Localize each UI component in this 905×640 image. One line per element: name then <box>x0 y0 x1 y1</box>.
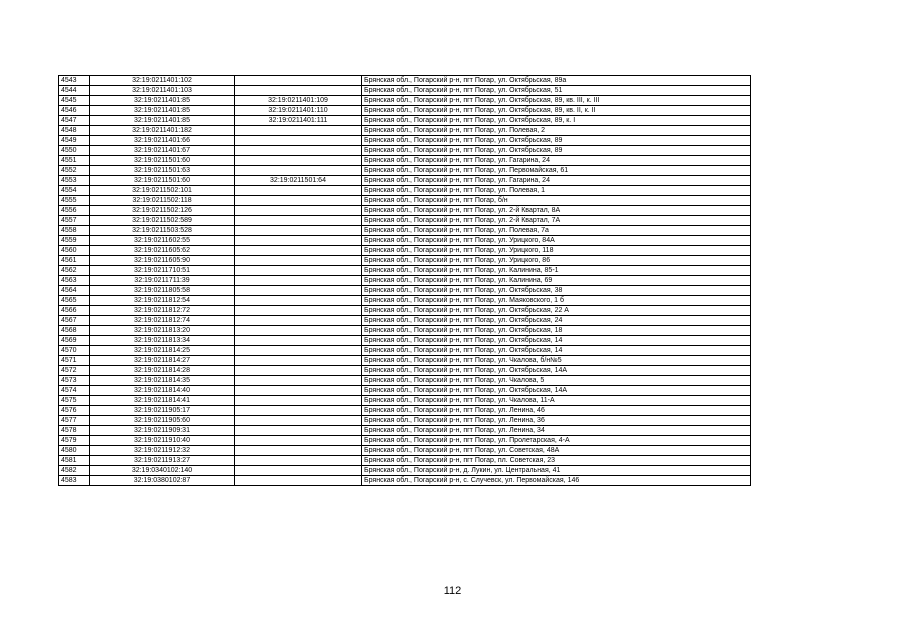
related-cadastral-number-cell <box>235 216 362 226</box>
table-row <box>59 156 751 166</box>
table-row <box>59 146 751 156</box>
address-cell: Брянская обл., Погарский р-н, пгт Погар, ул. Октябрьская, 24 <box>362 316 751 326</box>
related-cadastral-number-cell <box>235 336 362 346</box>
table-row <box>59 326 751 336</box>
address-cell: Брянская обл., Погарский р-н, пгт Погар, ул. Урицкого, 86 <box>362 256 751 266</box>
table-row <box>59 276 751 286</box>
related-cadastral-number-cell <box>235 236 362 246</box>
address-cell: Брянская обл., Погарский р-н, пгт Погар, ул. Октябрьская, 89, кв. III, к. III <box>362 96 751 106</box>
address-cell: Брянская обл., Погарский р-н, пгт Погар, ул. Ленина, 34 <box>362 426 751 436</box>
row-number-cell: 4583 <box>59 476 90 486</box>
cadastral-number-cell: 32:19:0211813:34 <box>90 336 235 346</box>
address-cell: Брянская обл., Погарский р-н, пгт Погар, ул. Маяковского, 1 б <box>362 296 751 306</box>
related-cadastral-number-cell: 32:19:0211401:111 <box>235 116 362 126</box>
related-cadastral-number-cell <box>235 356 362 366</box>
cadastral-number-cell: 32:19:0211913:27 <box>90 456 235 466</box>
table-row <box>59 456 751 466</box>
table-row <box>59 316 751 326</box>
cadastral-number-cell: 32:19:0211401:66 <box>90 136 235 146</box>
address-cell: Брянская обл., Погарский р-н, пгт Погар, ул. Октябрьская, 18 <box>362 326 751 336</box>
row-number-cell: 4552 <box>59 166 90 176</box>
row-number-cell: 4581 <box>59 456 90 466</box>
table-row <box>59 126 751 136</box>
related-cadastral-number-cell <box>235 206 362 216</box>
address-cell: Брянская обл., Погарский р-н, пгт Погар, ул. Октябрьская, 89а <box>362 76 751 86</box>
address-cell: Брянская обл., Погарский р-н, пгт Погар, ул. Октябрьская, 51 <box>362 86 751 96</box>
table-row <box>59 406 751 416</box>
row-number-cell: 4568 <box>59 326 90 336</box>
row-number-cell: 4550 <box>59 146 90 156</box>
related-cadastral-number-cell <box>235 346 362 356</box>
register-table <box>58 75 751 486</box>
related-cadastral-number-cell <box>235 86 362 96</box>
row-number-cell: 4546 <box>59 106 90 116</box>
address-cell: Брянская обл., Погарский р-н, пгт Погар, б/н <box>362 196 751 206</box>
cadastral-number-cell: 32:19:0211905:17 <box>90 406 235 416</box>
table-row <box>59 76 751 86</box>
table-row <box>59 96 751 106</box>
row-number-cell: 4554 <box>59 186 90 196</box>
address-cell: Брянская обл., Погарский р-н, пгт Погар, ул. Чкалова, 11-А <box>362 396 751 406</box>
cadastral-number-cell: 32:19:0211910:40 <box>90 436 235 446</box>
table-row <box>59 426 751 436</box>
table-row <box>59 166 751 176</box>
cadastral-number-cell: 32:19:0211401:67 <box>90 146 235 156</box>
cadastral-number-cell: 32:19:0211814:40 <box>90 386 235 396</box>
table-row <box>59 336 751 346</box>
address-cell: Брянская обл., Погарский р-н, пгт Погар, ул. Октябрьская, 14А <box>362 386 751 396</box>
table-row <box>59 266 751 276</box>
cadastral-number-cell: 32:19:0340102:140 <box>90 466 235 476</box>
cadastral-number-cell: 32:19:0211814:27 <box>90 356 235 366</box>
address-cell: Брянская обл., Погарский р-н, пгт Погар, ул. Октябрьская, 22 А <box>362 306 751 316</box>
cadastral-number-cell: 32:19:0211502:126 <box>90 206 235 216</box>
cadastral-number-cell: 32:19:0211814:25 <box>90 346 235 356</box>
related-cadastral-number-cell <box>235 426 362 436</box>
related-cadastral-number-cell <box>235 396 362 406</box>
row-number-cell: 4578 <box>59 426 90 436</box>
related-cadastral-number-cell <box>235 406 362 416</box>
row-number-cell: 4555 <box>59 196 90 206</box>
related-cadastral-number-cell: 32:19:0211501:64 <box>235 176 362 186</box>
address-cell: Брянская обл., Погарский р-н, пгт Погар, ул. Полевая, 7а <box>362 226 751 236</box>
row-number-cell: 4556 <box>59 206 90 216</box>
row-number-cell: 4575 <box>59 396 90 406</box>
cadastral-number-cell: 32:19:0211502:101 <box>90 186 235 196</box>
table-row <box>59 346 751 356</box>
table-row <box>59 136 751 146</box>
related-cadastral-number-cell <box>235 326 362 336</box>
row-number-cell: 4571 <box>59 356 90 366</box>
related-cadastral-number-cell <box>235 386 362 396</box>
row-number-cell: 4547 <box>59 116 90 126</box>
table-row <box>59 446 751 456</box>
row-number-cell: 4545 <box>59 96 90 106</box>
table-row <box>59 436 751 446</box>
cadastral-number-cell: 32:19:0211812:54 <box>90 296 235 306</box>
related-cadastral-number-cell <box>235 286 362 296</box>
row-number-cell: 4569 <box>59 336 90 346</box>
related-cadastral-number-cell <box>235 126 362 136</box>
table-row <box>59 416 751 426</box>
row-number-cell: 4553 <box>59 176 90 186</box>
row-number-cell: 4572 <box>59 366 90 376</box>
cadastral-number-cell: 32:19:0211501:63 <box>90 166 235 176</box>
address-cell: Брянская обл., Погарский р-н, пгт Погар, ул. Октябрьская, 89, кв. II, к. II <box>362 106 751 116</box>
cadastral-number-cell: 32:19:0211401:85 <box>90 96 235 106</box>
address-cell: Брянская обл., Погарский р-н, пгт Погар, ул. Октябрьская, 38 <box>362 286 751 296</box>
table-row <box>59 256 751 266</box>
row-number-cell: 4570 <box>59 346 90 356</box>
cadastral-number-cell: 32:19:0211909:31 <box>90 426 235 436</box>
row-number-cell: 4560 <box>59 246 90 256</box>
cadastral-number-cell: 32:19:0211814:41 <box>90 396 235 406</box>
row-number-cell: 4561 <box>59 256 90 266</box>
address-cell: Брянская обл., Погарский р-н, с. Случевск, ул. Первомайская, 146 <box>362 476 751 486</box>
address-cell: Брянская обл., Погарский р-н, д. Лукин, ул. Центральная, 41 <box>362 466 751 476</box>
address-cell: Брянская обл., Погарский р-н, пгт Погар, ул. Гагарина, 24 <box>362 176 751 186</box>
related-cadastral-number-cell <box>235 166 362 176</box>
row-number-cell: 4551 <box>59 156 90 166</box>
table-row <box>59 186 751 196</box>
table-row <box>59 206 751 216</box>
table-row <box>59 306 751 316</box>
related-cadastral-number-cell <box>235 156 362 166</box>
table-row <box>59 176 751 186</box>
table-row <box>59 236 751 246</box>
cadastral-number-cell: 32:19:0211912:32 <box>90 446 235 456</box>
related-cadastral-number-cell <box>235 256 362 266</box>
related-cadastral-number-cell <box>235 366 362 376</box>
related-cadastral-number-cell <box>235 476 362 486</box>
row-number-cell: 4563 <box>59 276 90 286</box>
cadastral-number-cell: 32:19:0211401:102 <box>90 76 235 86</box>
row-number-cell: 4549 <box>59 136 90 146</box>
cadastral-number-cell: 32:19:0211711:39 <box>90 276 235 286</box>
cadastral-number-cell: 32:19:0211605:90 <box>90 256 235 266</box>
related-cadastral-number-cell <box>235 436 362 446</box>
address-cell: Брянская обл., Погарский р-н, пгт Погар, ул. Первомайская, 61 <box>362 166 751 176</box>
table-row <box>59 86 751 96</box>
table-row <box>59 386 751 396</box>
row-number-cell: 4580 <box>59 446 90 456</box>
cadastral-number-cell: 32:19:0211401:85 <box>90 116 235 126</box>
related-cadastral-number-cell <box>235 186 362 196</box>
cadastral-number-cell: 32:19:0211401:85 <box>90 106 235 116</box>
related-cadastral-number-cell <box>235 76 362 86</box>
table-row <box>59 296 751 306</box>
table-row <box>59 226 751 236</box>
cadastral-number-cell: 32:19:0211814:28 <box>90 366 235 376</box>
row-number-cell: 4543 <box>59 76 90 86</box>
table-row <box>59 196 751 206</box>
table-row <box>59 216 751 226</box>
address-cell: Брянская обл., Погарский р-н, пгт Погар, ул. Октябрьская, 89, к. I <box>362 116 751 126</box>
address-cell: Брянская обл., Погарский р-н, пгт Погар, ул. Урицкого, 118 <box>362 246 751 256</box>
related-cadastral-number-cell <box>235 296 362 306</box>
related-cadastral-number-cell: 32:19:0211401:110 <box>235 106 362 116</box>
related-cadastral-number-cell <box>235 196 362 206</box>
page-number: 112 <box>443 585 462 597</box>
cadastral-number-cell: 32:19:0211605:62 <box>90 246 235 256</box>
cadastral-number-cell: 32:19:0211502:589 <box>90 216 235 226</box>
cadastral-number-cell: 32:19:0211503:528 <box>90 226 235 236</box>
address-cell: Брянская обл., Погарский р-н, пгт Погар, ул. Пролетарская, 4-А <box>362 436 751 446</box>
cadastral-number-cell: 32:19:0211501:60 <box>90 156 235 166</box>
row-number-cell: 4573 <box>59 376 90 386</box>
address-cell: Брянская обл., Погарский р-н, пгт Погар, ул. Гагарина, 24 <box>362 156 751 166</box>
register-table-body <box>59 76 751 486</box>
cadastral-number-cell: 32:19:0211401:182 <box>90 126 235 136</box>
address-cell: Брянская обл., Погарский р-н, пгт Погар, пл. Советская, 23 <box>362 456 751 466</box>
row-number-cell: 4557 <box>59 216 90 226</box>
cadastral-number-cell: 32:19:0211813:20 <box>90 326 235 336</box>
address-cell: Брянская обл., Погарский р-н, пгт Погар, ул. 2-й Квартал, 8А <box>362 206 751 216</box>
table-row <box>59 286 751 296</box>
related-cadastral-number-cell <box>235 416 362 426</box>
address-cell: Брянская обл., Погарский р-н, пгт Погар, ул. Чкалова, б/н№5 <box>362 356 751 366</box>
row-number-cell: 4559 <box>59 236 90 246</box>
address-cell: Брянская обл., Погарский р-н, пгт Погар, ул. 2-й Квартал, 7А <box>362 216 751 226</box>
table-row <box>59 246 751 256</box>
related-cadastral-number-cell <box>235 136 362 146</box>
row-number-cell: 4577 <box>59 416 90 426</box>
address-cell: Брянская обл., Погарский р-н, пгт Погар, ул. Октябрьская, 89 <box>362 136 751 146</box>
related-cadastral-number-cell <box>235 246 362 256</box>
related-cadastral-number-cell <box>235 466 362 476</box>
cadastral-number-cell: 32:19:0211501:60 <box>90 176 235 186</box>
related-cadastral-number-cell: 32:19:0211401:109 <box>235 96 362 106</box>
related-cadastral-number-cell <box>235 316 362 326</box>
address-cell: Брянская обл., Погарский р-н, пгт Погар, ул. Калинина, 69 <box>362 276 751 286</box>
table-row <box>59 396 751 406</box>
address-cell: Брянская обл., Погарский р-н, пгт Погар, ул. Октябрьская, 14А <box>362 366 751 376</box>
row-number-cell: 4548 <box>59 126 90 136</box>
related-cadastral-number-cell <box>235 276 362 286</box>
row-number-cell: 4565 <box>59 296 90 306</box>
cadastral-number-cell: 32:19:0380102:87 <box>90 476 235 486</box>
address-cell: Брянская обл., Погарский р-н, пгт Погар, ул. Калинина, 85-1 <box>362 266 751 276</box>
cadastral-number-cell: 32:19:0211812:72 <box>90 306 235 316</box>
related-cadastral-number-cell <box>235 146 362 156</box>
related-cadastral-number-cell <box>235 306 362 316</box>
address-cell: Брянская обл., Погарский р-н, пгт Погар, ул. Советская, 48А <box>362 446 751 456</box>
address-cell: Брянская обл., Погарский р-н, пгт Погар, ул. Урицкого, 84А <box>362 236 751 246</box>
address-cell: Брянская обл., Погарский р-н, пгт Погар, ул. Полевая, 1 <box>362 186 751 196</box>
cadastral-number-cell: 32:19:0211814:35 <box>90 376 235 386</box>
row-number-cell: 4566 <box>59 306 90 316</box>
cadastral-number-cell: 32:19:0211805:58 <box>90 286 235 296</box>
row-number-cell: 4567 <box>59 316 90 326</box>
related-cadastral-number-cell <box>235 446 362 456</box>
table-row <box>59 106 751 116</box>
row-number-cell: 4582 <box>59 466 90 476</box>
address-cell: Брянская обл., Погарский р-н, пгт Погар, ул. Ленина, 36 <box>362 416 751 426</box>
row-number-cell: 4576 <box>59 406 90 416</box>
row-number-cell: 4558 <box>59 226 90 236</box>
cadastral-number-cell: 32:19:0211502:118 <box>90 196 235 206</box>
address-cell: Брянская обл., Погарский р-н, пгт Погар, ул. Октябрьская, 14 <box>362 336 751 346</box>
related-cadastral-number-cell <box>235 376 362 386</box>
cadastral-number-cell: 32:19:0211905:60 <box>90 416 235 426</box>
table-row <box>59 116 751 126</box>
row-number-cell: 4562 <box>59 266 90 276</box>
address-cell: Брянская обл., Погарский р-н, пгт Погар, ул. Октябрьская, 14 <box>362 346 751 356</box>
address-cell: Брянская обл., Погарский р-н, пгт Погар, ул. Полевая, 2 <box>362 126 751 136</box>
related-cadastral-number-cell <box>235 266 362 276</box>
table-row <box>59 356 751 366</box>
cadastral-number-cell: 32:19:0211602:55 <box>90 236 235 246</box>
row-number-cell: 4544 <box>59 86 90 96</box>
cadastral-number-cell: 32:19:0211710:51 <box>90 266 235 276</box>
table-row <box>59 376 751 386</box>
row-number-cell: 4564 <box>59 286 90 296</box>
row-number-cell: 4579 <box>59 436 90 446</box>
cadastral-number-cell: 32:19:0211812:74 <box>90 316 235 326</box>
address-cell: Брянская обл., Погарский р-н, пгт Погар, ул. Чкалова, 5 <box>362 376 751 386</box>
table-row <box>59 466 751 476</box>
related-cadastral-number-cell <box>235 456 362 466</box>
related-cadastral-number-cell <box>235 226 362 236</box>
table-row <box>59 476 751 486</box>
address-cell: Брянская обл., Погарский р-н, пгт Погар, ул. Октябрьская, 89 <box>362 146 751 156</box>
cadastral-number-cell: 32:19:0211401:103 <box>90 86 235 96</box>
address-cell: Брянская обл., Погарский р-н, пгт Погар, ул. Ленина, 46 <box>362 406 751 416</box>
table-row <box>59 366 751 376</box>
row-number-cell: 4574 <box>59 386 90 396</box>
